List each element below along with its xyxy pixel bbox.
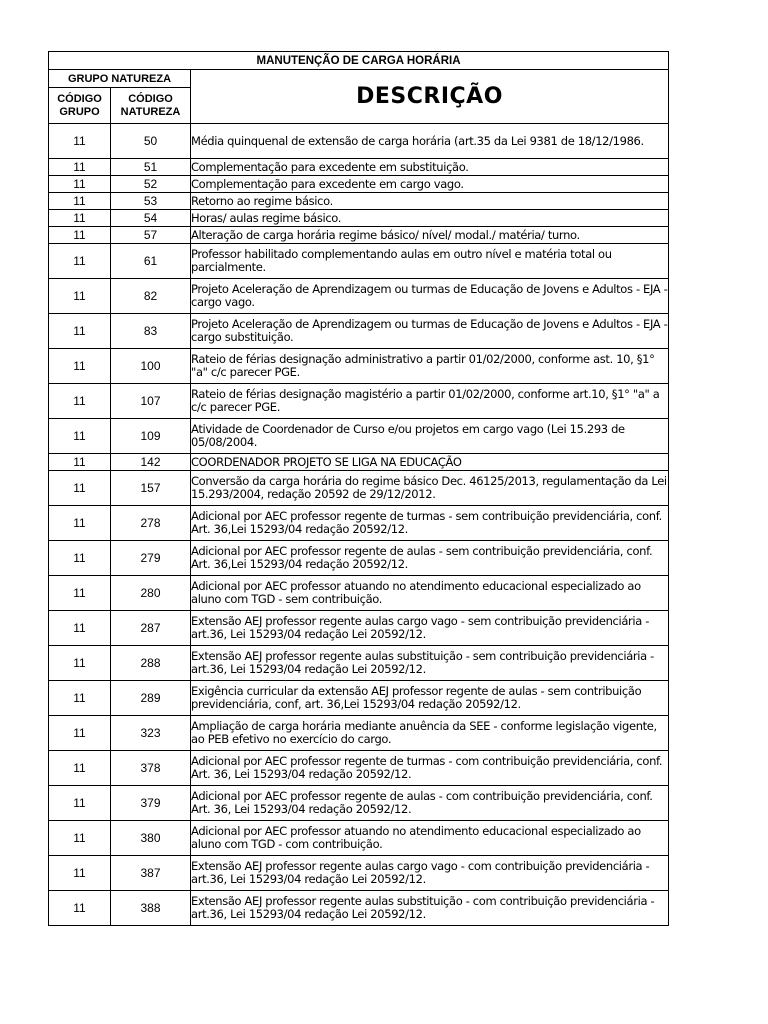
- codigo-natureza-cell: 82: [111, 279, 191, 314]
- codigo-natureza-cell: 289: [111, 681, 191, 716]
- codigo-grupo-header: [49, 88, 111, 124]
- descricao-cell: Adicional por AEC professor regente de aulas - sem contribuição previdenciária, conf. Art. 36,Lei 15293/04 redação 20592/12.: [191, 541, 669, 576]
- descricao-cell: Extensão AEJ professor regente aulas cargo vago - com contribuição previdenciária - art.36, Lei 15293/04 redação Lei 20592/12.: [191, 856, 669, 891]
- description-header: DESCRIÇÃO: [191, 70, 669, 124]
- codigo-natureza-cell: 61: [111, 244, 191, 279]
- codigo-natureza-line2: NATUREZA: [120, 105, 181, 118]
- codigo-natureza-cell: 287: [111, 611, 191, 646]
- descricao-cell: Retorno ao regime básico.: [191, 193, 669, 210]
- codigo-natureza-cell: 57: [111, 227, 191, 244]
- codigo-natureza-cell: 50: [111, 124, 191, 159]
- codigo-grupo-cell: 11: [49, 821, 111, 856]
- descricao-cell: Conversão da carga horária do regime básico Dec. 46125/2013, regulamentação da Lei 15.293/2004, redação 20592 de 29/12/2012.: [191, 471, 669, 506]
- table-row: [49, 856, 669, 891]
- descricao-cell: Professor habilitado complementando aulas em outro nível e matéria total ou parcialmente.: [191, 244, 669, 279]
- table-row: [49, 681, 669, 716]
- codigo-natureza-header: [111, 88, 191, 124]
- table-row: [49, 419, 669, 454]
- codigo-grupo-line2: GRUPO: [59, 105, 100, 118]
- codigo-grupo-cell: 11: [49, 244, 111, 279]
- codigo-grupo-cell: 11: [49, 279, 111, 314]
- table-row: [49, 227, 669, 244]
- codigo-grupo-cell: 11: [49, 751, 111, 786]
- codigo-grupo-cell: 11: [49, 471, 111, 506]
- codigo-grupo-cell: 11: [49, 646, 111, 681]
- codigo-natureza-cell: 107: [111, 384, 191, 419]
- codigo-grupo-cell: 11: [49, 786, 111, 821]
- codigo-natureza-cell: 278: [111, 506, 191, 541]
- codigo-natureza-cell: 288: [111, 646, 191, 681]
- codigo-natureza-cell: 378: [111, 751, 191, 786]
- codigo-grupo-cell: 11: [49, 716, 111, 751]
- codigo-natureza-line1: CÓDIGO: [128, 92, 173, 105]
- codigo-grupo-cell: 11: [49, 856, 111, 891]
- table-row: [49, 314, 669, 349]
- codigo-natureza-cell: 280: [111, 576, 191, 611]
- descricao-cell: Extensão AEJ professor regente aulas cargo vago - sem contribuição previdenciária - art.36, Lei 15293/04 redação Lei 20592/12.: [191, 611, 669, 646]
- table-row: [49, 244, 669, 279]
- codigo-grupo-cell: 11: [49, 681, 111, 716]
- codigo-natureza-cell: 157: [111, 471, 191, 506]
- codigo-natureza-cell: 323: [111, 716, 191, 751]
- descricao-cell: Complementação para excedente em cargo vago.: [191, 176, 669, 193]
- descricao-cell: Horas/ aulas regime básico.: [191, 210, 669, 227]
- table-row: [49, 210, 669, 227]
- descricao-cell: Ampliação de carga horária mediante anuência da SEE - conforme legislação vigente, ao PEB efetivo no exercício do cargo.: [191, 716, 669, 751]
- table-row: [49, 349, 669, 384]
- codigo-grupo-cell: 11: [49, 419, 111, 454]
- codigo-grupo-cell: 11: [49, 124, 111, 159]
- codigo-grupo-cell: 11: [49, 210, 111, 227]
- codigo-grupo-cell: 11: [49, 611, 111, 646]
- descricao-cell: Complementação para excedente em substituição.: [191, 159, 669, 176]
- codigo-natureza-cell: 379: [111, 786, 191, 821]
- descricao-cell: Extensão AEJ professor regente aulas substituição - sem contribuição previdenciária - art.36, Lei 15293/04 redação Lei 20592/12.: [191, 646, 669, 681]
- codigo-grupo-cell: 11: [49, 454, 111, 471]
- descricao-cell: Alteração de carga horária regime básico/ nível/ modal./ matéria/ turno.: [191, 227, 669, 244]
- table-row: [49, 384, 669, 419]
- descricao-cell: Projeto Aceleração de Aprendizagem ou turmas de Educação de Jovens e Adultos - EJA - cargo vago.: [191, 279, 669, 314]
- descricao-cell: Adicional por AEC professor regente de turmas - com contribuição previdenciária, conf. Art. 36, Lei 15293/04 redação 20592/12.: [191, 751, 669, 786]
- table-row: [49, 193, 669, 210]
- table-row: [49, 176, 669, 193]
- codigo-grupo-cell: 11: [49, 506, 111, 541]
- codigo-natureza-cell: 279: [111, 541, 191, 576]
- codigo-grupo-cell: 11: [49, 193, 111, 210]
- table-row: [49, 646, 669, 681]
- codigo-natureza-cell: 53: [111, 193, 191, 210]
- descricao-cell: Adicional por AEC professor regente de turmas - sem contribuição previdenciária, conf. Art. 36,Lei 15293/04 redação 20592/12.: [191, 506, 669, 541]
- table-row: [49, 751, 669, 786]
- codigo-natureza-cell: 51: [111, 159, 191, 176]
- table-body: [49, 52, 669, 926]
- descricao-cell: COORDENADOR PROJETO SE LIGA NA EDUCAÇÃO: [191, 454, 669, 471]
- descricao-cell: Média quinquenal de extensão de carga horária (art.35 da Lei 9381 de 18/12/1986.: [191, 124, 669, 159]
- table-title: MANUTENÇÃO DE CARGA HORÁRIA: [49, 52, 669, 70]
- table-row: [49, 541, 669, 576]
- codigo-grupo-cell: 11: [49, 159, 111, 176]
- descricao-cell: Rateio de férias designação magistério a partir 01/02/2000, conforme art.10, §1° "a" a c/c parecer PGE.: [191, 384, 669, 419]
- codigo-grupo-line1: CÓDIGO: [57, 92, 102, 105]
- table-row: [49, 716, 669, 751]
- group-header-row: [49, 70, 669, 88]
- codigo-grupo-cell: 11: [49, 176, 111, 193]
- codigo-grupo-cell: 11: [49, 541, 111, 576]
- table-row: [49, 891, 669, 926]
- codigo-grupo-cell: 11: [49, 227, 111, 244]
- table-row: [49, 786, 669, 821]
- descricao-cell: Exigência curricular da extensão AEJ professor regente de aulas - sem contribuição previdenciária, conf, art. 36,Lei 15293/04 redação 20592/12.: [191, 681, 669, 716]
- title-row: [49, 52, 669, 70]
- table-row: [49, 279, 669, 314]
- codigo-natureza-cell: 142: [111, 454, 191, 471]
- codigo-grupo-cell: 11: [49, 891, 111, 926]
- table-row: [49, 454, 669, 471]
- table-row: [49, 611, 669, 646]
- descricao-cell: Adicional por AEC professor atuando no atendimento educacional especializado ao aluno com TGD - sem contribuição.: [191, 576, 669, 611]
- table-row: [49, 159, 669, 176]
- group-natureza-header: GRUPO NATUREZA: [49, 70, 191, 88]
- table-row: [49, 124, 669, 159]
- codigo-natureza-cell: 388: [111, 891, 191, 926]
- codigo-natureza-cell: 52: [111, 176, 191, 193]
- codigo-natureza-cell: 109: [111, 419, 191, 454]
- descricao-cell: Atividade de Coordenador de Curso e/ou projetos em cargo vago (Lei 15.293 de 05/08/2004.: [191, 419, 669, 454]
- table-row: [49, 506, 669, 541]
- table-row: [49, 576, 669, 611]
- carga-horaria-table: [48, 51, 669, 926]
- codigo-grupo-cell: 11: [49, 349, 111, 384]
- codigo-natureza-cell: 100: [111, 349, 191, 384]
- codigo-natureza-cell: 387: [111, 856, 191, 891]
- codigo-natureza-cell: 54: [111, 210, 191, 227]
- descricao-cell: Projeto Aceleração de Aprendizagem ou turmas de Educação de Jovens e Adultos - EJA - cargo substituição.: [191, 314, 669, 349]
- table-row: [49, 821, 669, 856]
- codigo-grupo-cell: 11: [49, 576, 111, 611]
- descricao-cell: Rateio de férias designação administrativo a partir 01/02/2000, conforme ast. 10, §1° "a" c/c parecer PGE.: [191, 349, 669, 384]
- codigo-natureza-cell: 83: [111, 314, 191, 349]
- codigo-grupo-cell: 11: [49, 384, 111, 419]
- table-row: [49, 471, 669, 506]
- descricao-cell: Adicional por AEC professor atuando no atendimento educacional especializado ao aluno com TGD - com contribuição.: [191, 821, 669, 856]
- codigo-grupo-cell: 11: [49, 314, 111, 349]
- descricao-cell: Extensão AEJ professor regente aulas substituição - com contribuição previdenciária - art.36, Lei 15293/04 redação Lei 20592/12.: [191, 891, 669, 926]
- descricao-cell: Adicional por AEC professor regente de aulas - com contribuição previdenciária, conf. Art. 36, Lei 15293/04 redação 20592/12.: [191, 786, 669, 821]
- codigo-natureza-cell: 380: [111, 821, 191, 856]
